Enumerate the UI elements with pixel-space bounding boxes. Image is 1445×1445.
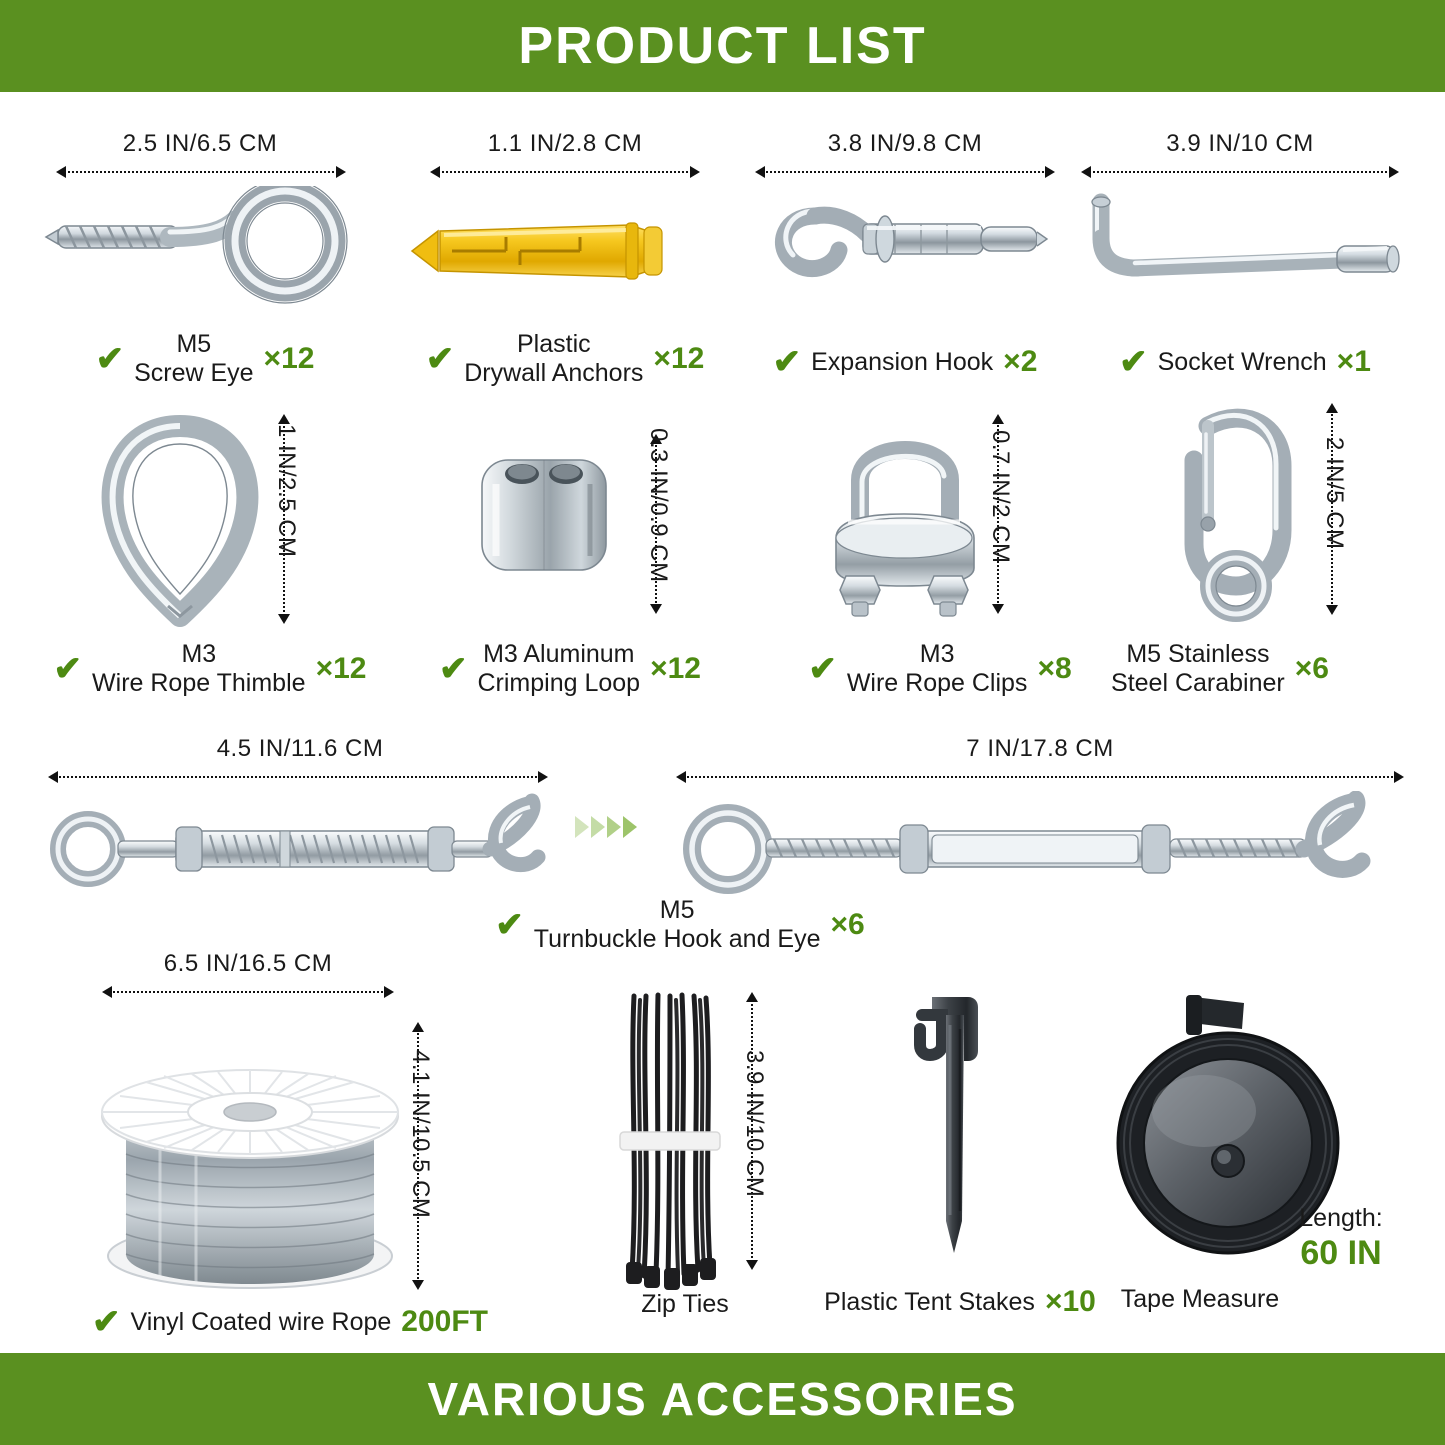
dimension-label-width: 6.5 IN/16.5 CM [163,950,333,977]
item-label: Expansion Hook [811,347,994,376]
dimension-line [1081,166,1399,178]
item-quantity: ×12 [653,341,705,375]
item-label: Plastic Drywall Anchors [464,330,644,387]
item-caption [400,640,740,698]
product-image-zip-ties [610,990,740,1290]
item-label: M5 Screw Eye [134,330,254,387]
bottom-banner [0,1353,1445,1445]
dimension-label: 1.1 IN/2.8 CM [487,130,643,157]
item-caption [30,640,390,698]
product-image-crimping-loop [460,440,640,600]
item-quantity: ×12 [263,341,315,375]
item-caption-turnbuckle [400,896,960,954]
tape-length-label: Length: [1299,1204,1383,1232]
check-icon: ✔ [495,905,524,944]
dimension-line [56,166,346,178]
item-label: M3 Wire Rope Thimble [92,640,306,697]
item-label: M3 Aluminum Crimping Loop [477,640,641,697]
check-icon: ✔ [95,339,125,378]
item-quantity: ×12 [650,651,701,685]
check-icon: ✔ [53,649,83,688]
product-image-tent-stake [880,985,1020,1275]
item-quantity: ×6 [830,907,865,941]
item-quantity: ×6 [1294,651,1329,685]
dimension-line-width [102,986,394,998]
item-quantity: ×8 [1037,651,1072,685]
product-image-thimble [80,410,280,630]
dimension-label: 3.9 IN/10 CM [1166,130,1314,157]
item-caption [50,1305,530,1339]
item-label: M5 Stainless Steel Carabiner [1111,640,1285,697]
item-label: Socket Wrench [1157,347,1327,376]
item-caption [1020,640,1420,698]
dimension-label: 2.5 IN/6.5 CM [122,130,278,157]
dimension-label: 3.8 IN/9.8 CM [827,130,983,157]
item-caption [1065,345,1425,379]
item-label: Tape Measure [1120,1285,1280,1313]
top-banner [0,0,1445,92]
top-banner-title: PRODUCT LIST [518,17,927,75]
item-quantity: ×10 [1044,1285,1096,1318]
dimension-label: 0.7 IN/2 CM [987,430,1014,564]
dimension-label: 2 IN/5 CM [1321,437,1348,550]
product-image-turnbuckle-large [670,791,1410,911]
item-label: Vinyl Coated wire Rope [130,1307,392,1336]
dimension-label: 1 IN/2.5 CM [273,424,300,558]
dimension-line [48,771,548,783]
item-label: Plastic Tent Stakes [824,1287,1035,1316]
item-label: M3 Wire Rope Clips [846,640,1028,697]
expand-arrows-icon [575,816,637,838]
item-caption [390,330,740,388]
dimension-label-expanded: 7 IN/17.8 CM [966,735,1114,762]
check-icon: ✔ [439,649,468,688]
tape-length-value: 60 IN [1300,1234,1382,1272]
check-icon: ✔ [425,339,455,378]
check-icon: ✔ [772,343,802,381]
dimension-line [755,166,1055,178]
check-icon: ✔ [91,1303,121,1341]
item-quantity: ×2 [1003,345,1038,378]
check-icon: ✔ [1119,343,1148,381]
check-icon: ✔ [808,649,837,688]
item-quantity: ×12 [315,651,367,685]
bottom-banner-title: VARIOUS ACCESSORIES [427,1373,1018,1425]
dimension-label-height: 4.1 IN/10.5 CM [407,1050,434,1219]
item-caption [1050,1285,1350,1314]
product-image-socket-wrench [1075,186,1405,316]
product-image-screw-eye [40,186,360,316]
product-image-carabiner [1150,400,1330,625]
product-image-turnbuckle-small [40,791,560,911]
dimension-line [676,771,1404,783]
product-image-drywall-anchor [400,186,730,316]
item-label: M5 Turnbuckle Hook and Eye [533,896,821,953]
item-caption [725,345,1085,379]
product-image-expansion-hook [745,186,1065,316]
dimension-label: 0.3 IN/0.9 CM [645,428,672,583]
dimension-line [430,166,700,178]
product-image-wire-rope-spool [100,1006,400,1296]
item-quantity: ×1 [1336,345,1371,378]
item-caption [590,1290,780,1319]
tape-length-readout [1266,1203,1416,1274]
item-label: Zip Ties [641,1290,729,1318]
dimension-label: 3.9 IN/10 CM [741,1050,768,1198]
item-caption [40,330,370,388]
item-quantity: 200FT [401,1305,488,1338]
dimension-label: 4.5 IN/11.6 CM [216,735,384,762]
